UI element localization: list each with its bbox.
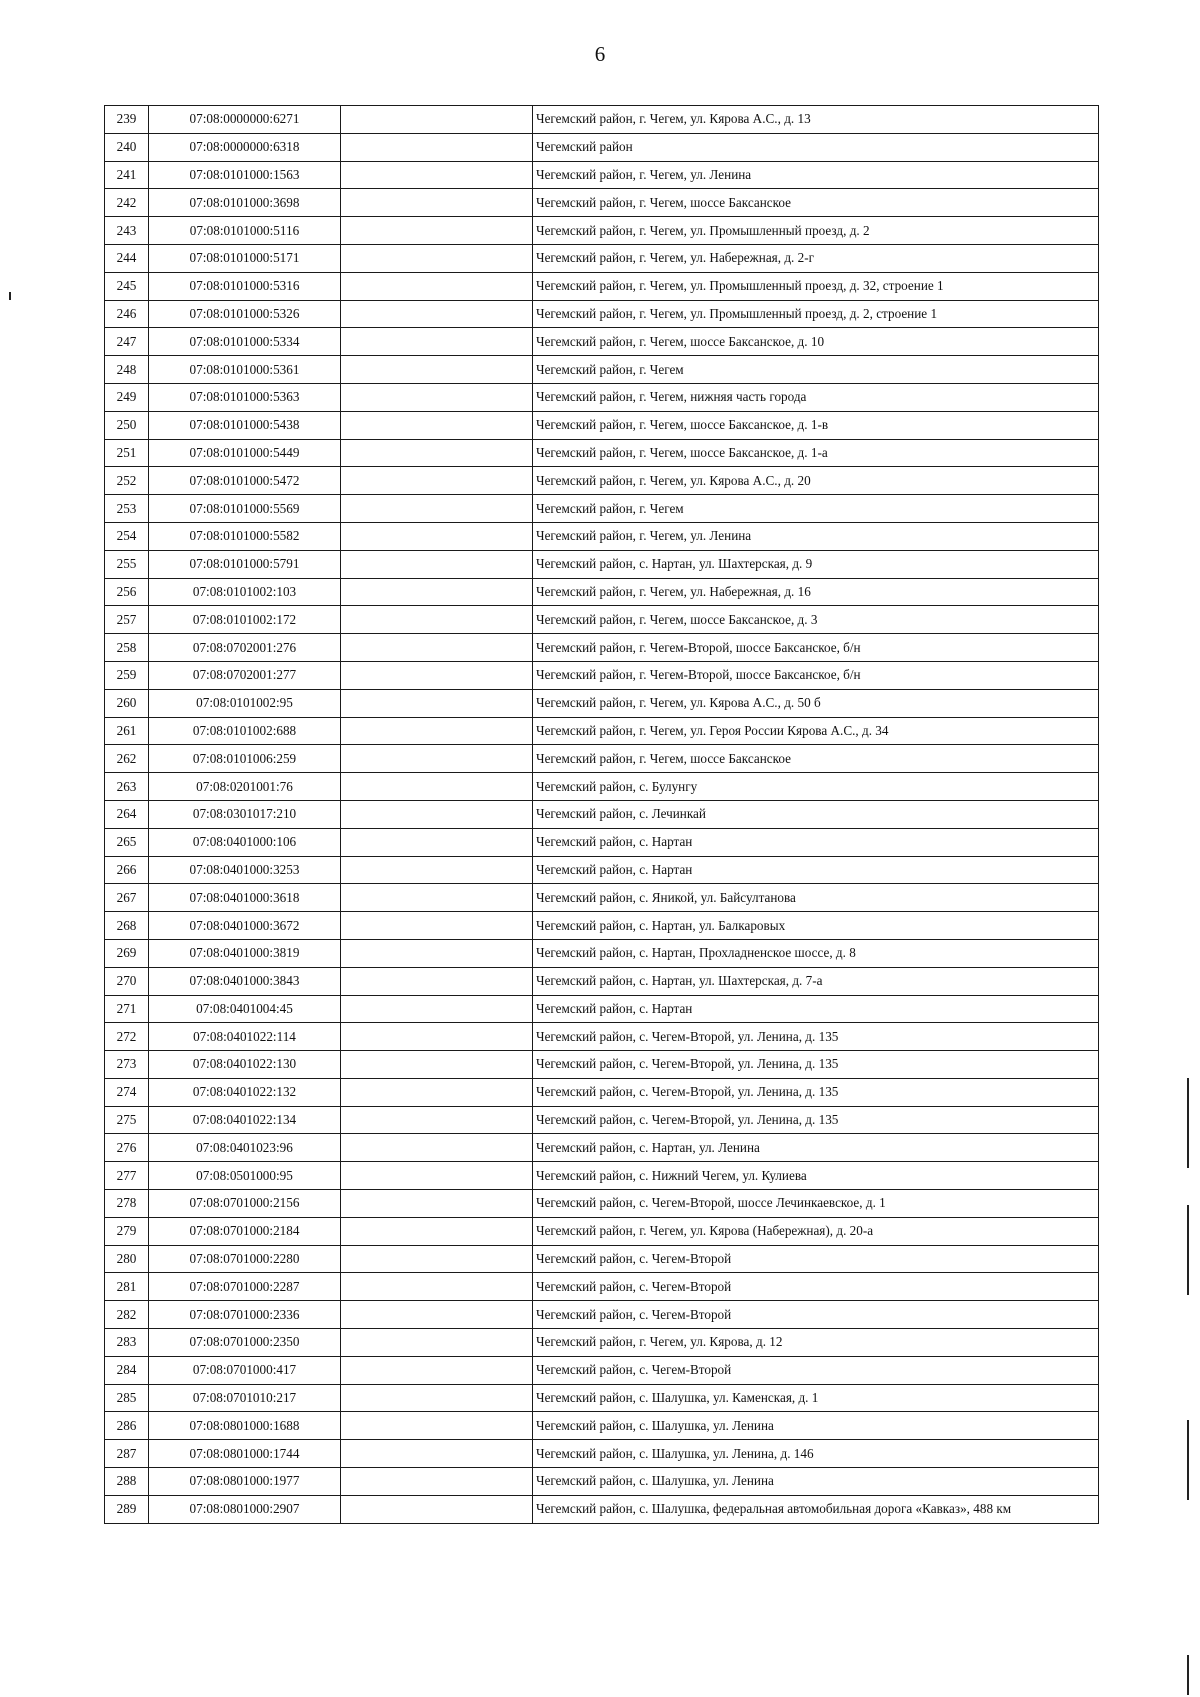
table-row [105,1051,1099,1079]
address-cell: Чегемский район, с. Шалушка, ул. Каменская, д. 1 [533,1384,1099,1412]
empty-cell [341,1301,533,1329]
cadastral-number-cell: 07:08:0401022:132 [149,1078,341,1106]
cadastral-number-cell: 07:08:0000000:6271 [149,106,341,134]
table-row [105,1329,1099,1357]
table-row [105,300,1099,328]
table-row [105,995,1099,1023]
cadastral-number-cell: 07:08:0801000:2907 [149,1495,341,1523]
cadastral-number-cell: 07:08:0101000:5316 [149,272,341,300]
row-number-cell: 243 [105,217,149,245]
address-cell: Чегемский район, г. Чегем, ул. Промышленный проезд, д. 2, строение 1 [533,300,1099,328]
cadastral-number-cell: 07:08:0000000:6318 [149,133,341,161]
row-number-cell: 284 [105,1356,149,1384]
empty-cell [341,133,533,161]
table-row [105,189,1099,217]
table-row [105,495,1099,523]
row-number-cell: 270 [105,967,149,995]
address-cell: Чегемский район, г. Чегем, ул. Кярова А.С., д. 13 [533,106,1099,134]
cadastral-number-cell: 07:08:0301017:210 [149,800,341,828]
cadastral-number-cell: 07:08:0101000:5361 [149,356,341,384]
address-cell: Чегемский район, с. Нартан, Прохладненское шоссе, д. 8 [533,939,1099,967]
row-number-cell: 244 [105,244,149,272]
empty-cell [341,522,533,550]
empty-cell [341,106,533,134]
address-cell: Чегемский район, с. Чегем-Второй [533,1301,1099,1329]
cadastral-number-cell: 07:08:0401022:134 [149,1106,341,1134]
address-cell: Чегемский район, с. Чегем-Второй, ул. Ленина, д. 135 [533,1023,1099,1051]
empty-cell [341,411,533,439]
empty-cell [341,1106,533,1134]
empty-cell [341,1468,533,1496]
empty-cell [341,717,533,745]
empty-cell [341,1440,533,1468]
empty-cell [341,578,533,606]
row-number-cell: 264 [105,800,149,828]
empty-cell [341,1495,533,1523]
cadastral-number-cell: 07:08:0101000:5334 [149,328,341,356]
cadastral-number-cell: 07:08:0101000:5472 [149,467,341,495]
row-number-cell: 242 [105,189,149,217]
table-row [105,1468,1099,1496]
table-row [105,522,1099,550]
row-number-cell: 277 [105,1162,149,1190]
address-cell: Чегемский район, г. Чегем, шоссе Баксанское, д. 3 [533,606,1099,634]
empty-cell [341,661,533,689]
cadastral-number-cell: 07:08:0801000:1744 [149,1440,341,1468]
row-number-cell: 280 [105,1245,149,1273]
row-number-cell: 267 [105,884,149,912]
cadastral-number-cell: 07:08:0101002:95 [149,689,341,717]
row-number-cell: 258 [105,634,149,662]
row-number-cell: 248 [105,356,149,384]
cadastral-number-cell: 07:08:0401023:96 [149,1134,341,1162]
row-number-cell: 263 [105,773,149,801]
table-row [105,1078,1099,1106]
empty-cell [341,356,533,384]
table-row [105,356,1099,384]
row-number-cell: 286 [105,1412,149,1440]
address-cell: Чегемский район, с. Чегем-Второй [533,1273,1099,1301]
table-row [105,217,1099,245]
row-number-cell: 253 [105,495,149,523]
row-number-cell: 254 [105,522,149,550]
empty-cell [341,1273,533,1301]
address-cell: Чегемский район, г. Чегем, шоссе Баксанское [533,745,1099,773]
empty-cell [341,1412,533,1440]
row-number-cell: 256 [105,578,149,606]
address-cell: Чегемский район, г. Чегем, ул. Промышленный проезд, д. 2 [533,217,1099,245]
row-number-cell: 274 [105,1078,149,1106]
row-number-cell: 276 [105,1134,149,1162]
row-number-cell: 279 [105,1217,149,1245]
empty-cell [341,328,533,356]
row-number-cell: 266 [105,856,149,884]
cadastral-registry-table [104,105,1099,1524]
empty-cell [341,1190,533,1218]
row-number-cell: 249 [105,383,149,411]
empty-cell [341,1356,533,1384]
row-number-cell: 268 [105,912,149,940]
empty-cell [341,495,533,523]
row-number-cell: 261 [105,717,149,745]
address-cell: Чегемский район, с. Чегем-Второй, ул. Ленина, д. 135 [533,1106,1099,1134]
cadastral-number-cell: 07:08:0101000:3698 [149,189,341,217]
empty-cell [341,550,533,578]
address-cell: Чегемский район, с. Шалушка, ул. Ленина [533,1412,1099,1440]
table-row [105,1023,1099,1051]
address-cell: Чегемский район, с. Чегем-Второй, ул. Ленина, д. 135 [533,1051,1099,1079]
cadastral-number-cell: 07:08:0801000:1977 [149,1468,341,1496]
cadastral-number-cell: 07:08:0701000:2156 [149,1190,341,1218]
row-number-cell: 289 [105,1495,149,1523]
address-cell: Чегемский район, г. Чегем [533,495,1099,523]
empty-cell [341,1329,533,1357]
table-row [105,1301,1099,1329]
address-cell: Чегемский район, с. Чегем-Второй, ул. Ленина, д. 135 [533,1078,1099,1106]
address-cell: Чегемский район, с. Нартан, ул. Ленина [533,1134,1099,1162]
table-row [105,328,1099,356]
row-number-cell: 282 [105,1301,149,1329]
empty-cell [341,1384,533,1412]
table-row [105,1273,1099,1301]
row-number-cell: 273 [105,1051,149,1079]
table-row [105,912,1099,940]
address-cell: Чегемский район, с. Нартан, ул. Балкаровых [533,912,1099,940]
table-row [105,1495,1099,1523]
table-row [105,828,1099,856]
address-cell: Чегемский район, с. Булунгу [533,773,1099,801]
cadastral-number-cell: 07:08:0101000:5116 [149,217,341,245]
row-number-cell: 240 [105,133,149,161]
address-cell: Чегемский район, г. Чегем, ул. Ленина [533,522,1099,550]
row-number-cell: 241 [105,161,149,189]
address-cell: Чегемский район, г. Чегем, ул. Кярова (Набережная), д. 20-а [533,1217,1099,1245]
empty-cell [341,439,533,467]
empty-cell [341,745,533,773]
table-row [105,106,1099,134]
table-row [105,634,1099,662]
empty-cell [341,856,533,884]
empty-cell [341,217,533,245]
empty-cell [341,939,533,967]
cadastral-number-cell: 07:08:0401000:3253 [149,856,341,884]
address-cell: Чегемский район, с. Шалушка, ул. Ленина [533,1468,1099,1496]
cadastral-number-cell: 07:08:0101000:5363 [149,383,341,411]
cadastral-number-cell: 07:08:0701000:2287 [149,1273,341,1301]
address-cell: Чегемский район, г. Чегем, ул. Набережная, д. 2-г [533,244,1099,272]
empty-cell [341,995,533,1023]
empty-cell [341,189,533,217]
cadastral-number-cell: 07:08:0701010:217 [149,1384,341,1412]
cadastral-number-cell: 07:08:0101000:5171 [149,244,341,272]
table-row [105,1384,1099,1412]
row-number-cell: 272 [105,1023,149,1051]
table-row [105,244,1099,272]
cadastral-number-cell: 07:08:0702001:277 [149,661,341,689]
address-cell: Чегемский район, г. Чегем, ул. Промышленный проезд, д. 32, строение 1 [533,272,1099,300]
table-row [105,1162,1099,1190]
table-row [105,439,1099,467]
empty-cell [341,884,533,912]
empty-cell [341,467,533,495]
empty-cell [341,1023,533,1051]
table-row [105,1217,1099,1245]
cadastral-number-cell: 07:08:0701000:417 [149,1356,341,1384]
cadastral-number-cell: 07:08:0401000:3672 [149,912,341,940]
row-number-cell: 251 [105,439,149,467]
table-row [105,967,1099,995]
cadastral-number-cell: 07:08:0101002:103 [149,578,341,606]
empty-cell [341,300,533,328]
address-cell: Чегемский район, г. Чегем-Второй, шоссе Баксанское, б/н [533,661,1099,689]
cadastral-number-cell: 07:08:0101000:5791 [149,550,341,578]
address-cell: Чегемский район, с. Шалушка, федеральная автомобильная дорога «Кавказ», 488 км [533,1495,1099,1523]
table-row [105,1356,1099,1384]
empty-cell [341,606,533,634]
address-cell: Чегемский район, с. Лечинкай [533,800,1099,828]
address-cell: Чегемский район, с. Нартан [533,995,1099,1023]
scan-mark [9,292,11,300]
address-cell: Чегемский район, с. Чегем-Второй, шоссе Лечинкаевское, д. 1 [533,1190,1099,1218]
row-number-cell: 288 [105,1468,149,1496]
table-body [105,106,1099,1524]
address-cell: Чегемский район, с. Нижний Чегем, ул. Кулиева [533,1162,1099,1190]
row-number-cell: 271 [105,995,149,1023]
table-row [105,800,1099,828]
address-cell: Чегемский район, г. Чегем, ул. Набережная, д. 16 [533,578,1099,606]
address-cell: Чегемский район, г. Чегем-Второй, шоссе Баксанское, б/н [533,634,1099,662]
row-number-cell: 278 [105,1190,149,1218]
cadastral-number-cell: 07:08:0201001:76 [149,773,341,801]
empty-cell [341,828,533,856]
cadastral-number-cell: 07:08:0101006:259 [149,745,341,773]
row-number-cell: 275 [105,1106,149,1134]
row-number-cell: 247 [105,328,149,356]
cadastral-number-cell: 07:08:0101002:172 [149,606,341,634]
empty-cell [341,1162,533,1190]
address-cell: Чегемский район, г. Чегем, нижняя часть города [533,383,1099,411]
scan-mark [1187,1420,1189,1500]
address-cell: Чегемский район [533,133,1099,161]
row-number-cell: 287 [105,1440,149,1468]
table-row [105,161,1099,189]
empty-cell [341,272,533,300]
empty-cell [341,1134,533,1162]
table-row [105,1106,1099,1134]
row-number-cell: 285 [105,1384,149,1412]
address-cell: Чегемский район, с. Нартан, ул. Шахтерская, д. 9 [533,550,1099,578]
empty-cell [341,773,533,801]
address-cell: Чегемский район, г. Чегем, шоссе Баксанское, д. 1-а [533,439,1099,467]
row-number-cell: 262 [105,745,149,773]
cadastral-number-cell: 07:08:0401000:3843 [149,967,341,995]
cadastral-number-cell: 07:08:0702001:276 [149,634,341,662]
table-row [105,606,1099,634]
row-number-cell: 245 [105,272,149,300]
cadastral-number-cell: 07:08:0401004:45 [149,995,341,1023]
table-row [105,383,1099,411]
address-cell: Чегемский район, г. Чегем, ул. Кярова А.С., д. 50 б [533,689,1099,717]
address-cell: Чегемский район, с. Нартан [533,856,1099,884]
row-number-cell: 260 [105,689,149,717]
cadastral-number-cell: 07:08:0701000:2280 [149,1245,341,1273]
address-cell: Чегемский район, с. Нартан, ул. Шахтерская, д. 7-а [533,967,1099,995]
empty-cell [341,800,533,828]
row-number-cell: 252 [105,467,149,495]
row-number-cell: 250 [105,411,149,439]
table-row [105,884,1099,912]
cadastral-number-cell: 07:08:0701000:2184 [149,1217,341,1245]
cadastral-number-cell: 07:08:0401022:114 [149,1023,341,1051]
table-row [105,133,1099,161]
table-row [105,272,1099,300]
address-cell: Чегемский район, с. Чегем-Второй [533,1245,1099,1273]
table-row [105,578,1099,606]
row-number-cell: 269 [105,939,149,967]
cadastral-number-cell: 07:08:0801000:1688 [149,1412,341,1440]
cadastral-number-cell: 07:08:0101000:5582 [149,522,341,550]
empty-cell [341,1051,533,1079]
row-number-cell: 246 [105,300,149,328]
empty-cell [341,967,533,995]
row-number-cell: 257 [105,606,149,634]
row-number-cell: 259 [105,661,149,689]
empty-cell [341,161,533,189]
address-cell: Чегемский район, г. Чегем, ул. Героя России Кярова А.С., д. 34 [533,717,1099,745]
empty-cell [341,383,533,411]
table-row [105,550,1099,578]
row-number-cell: 283 [105,1329,149,1357]
cadastral-number-cell: 07:08:0401000:3819 [149,939,341,967]
cadastral-number-cell: 07:08:0701000:2350 [149,1329,341,1357]
cadastral-number-cell: 07:08:0401000:106 [149,828,341,856]
cadastral-number-cell: 07:08:0101000:5569 [149,495,341,523]
empty-cell [341,1217,533,1245]
empty-cell [341,1078,533,1106]
address-cell: Чегемский район, г. Чегем, ул. Кярова, д. 12 [533,1329,1099,1357]
table-row [105,1134,1099,1162]
table-row [105,939,1099,967]
empty-cell [341,1245,533,1273]
table-row [105,745,1099,773]
empty-cell [341,689,533,717]
table-row [105,1190,1099,1218]
cadastral-number-cell: 07:08:0101002:688 [149,717,341,745]
address-cell: Чегемский район, г. Чегем, шоссе Баксанское [533,189,1099,217]
table-row [105,467,1099,495]
address-cell: Чегемский район, с. Шалушка, ул. Ленина, д. 146 [533,1440,1099,1468]
page-number: 6 [594,42,606,66]
address-cell: Чегемский район, г. Чегем, ул. Ленина [533,161,1099,189]
row-number-cell: 281 [105,1273,149,1301]
cadastral-number-cell: 07:08:0101000:5449 [149,439,341,467]
address-cell: Чегемский район, с. Яникой, ул. Байсултанова [533,884,1099,912]
address-cell: Чегемский район, г. Чегем, шоссе Баксанское, д. 1-в [533,411,1099,439]
table-row [105,1245,1099,1273]
address-cell: Чегемский район, г. Чегем, шоссе Баксанское, д. 10 [533,328,1099,356]
address-cell: Чегемский район, с. Нартан [533,828,1099,856]
table-row [105,856,1099,884]
scan-mark [1187,1655,1189,1695]
empty-cell [341,634,533,662]
row-number-cell: 255 [105,550,149,578]
scan-mark [1187,1078,1189,1168]
address-cell: Чегемский район, г. Чегем [533,356,1099,384]
table-row [105,689,1099,717]
cadastral-number-cell: 07:08:0401022:130 [149,1051,341,1079]
table-row [105,411,1099,439]
address-cell: Чегемский район, с. Чегем-Второй [533,1356,1099,1384]
table-row [105,773,1099,801]
table-row [105,661,1099,689]
table-row [105,1412,1099,1440]
cadastral-number-cell: 07:08:0401000:3618 [149,884,341,912]
row-number-cell: 265 [105,828,149,856]
table-row [105,717,1099,745]
cadastral-number-cell: 07:08:0501000:95 [149,1162,341,1190]
cadastral-number-cell: 07:08:0701000:2336 [149,1301,341,1329]
cadastral-number-cell: 07:08:0101000:5326 [149,300,341,328]
empty-cell [341,912,533,940]
cadastral-number-cell: 07:08:0101000:5438 [149,411,341,439]
empty-cell [341,244,533,272]
cadastral-number-cell: 07:08:0101000:1563 [149,161,341,189]
row-number-cell: 239 [105,106,149,134]
table-row [105,1440,1099,1468]
scan-mark [1187,1205,1189,1295]
address-cell: Чегемский район, г. Чегем, ул. Кярова А.С., д. 20 [533,467,1099,495]
